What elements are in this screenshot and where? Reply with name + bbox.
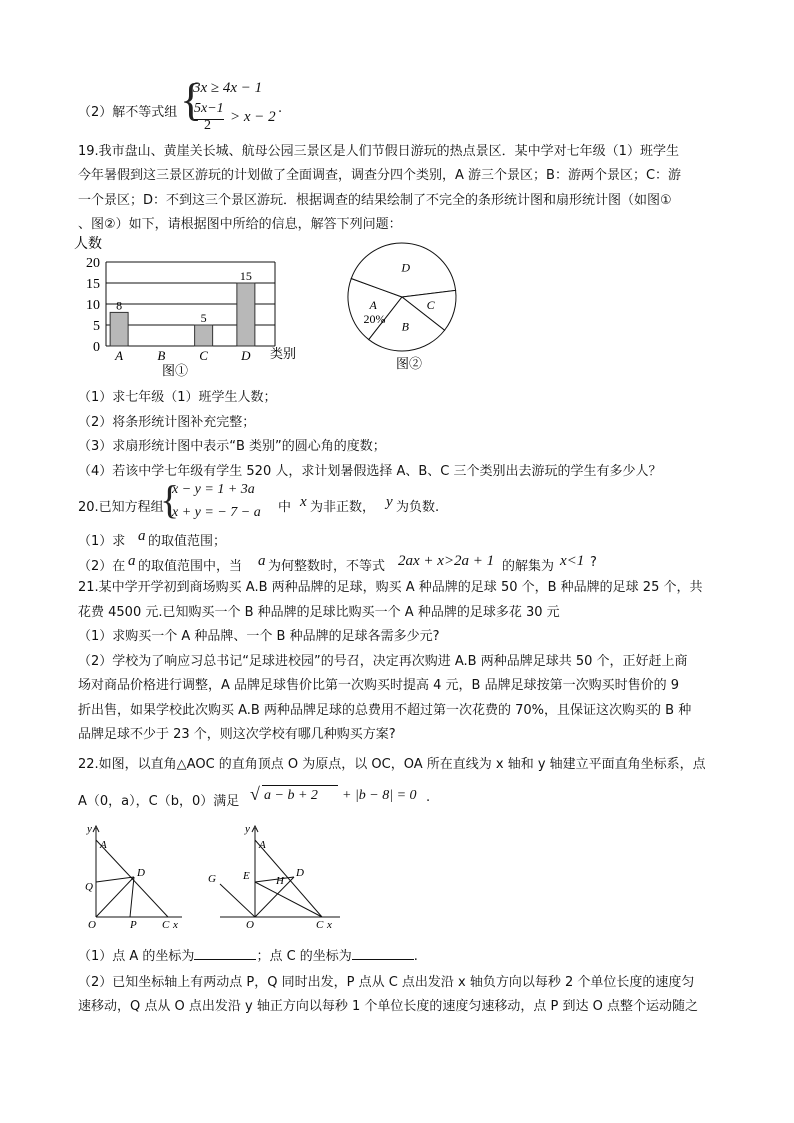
fig1-label-d: D (137, 867, 145, 879)
bar-chart-ylabel: 人数 (74, 237, 102, 252)
bar-ytick-15: 15 (86, 277, 100, 292)
pie-label-C: C (426, 297, 435, 312)
q20-p2-var1: a (128, 553, 136, 569)
q20-p2-var2: a (258, 553, 266, 569)
q22-p2-line-2: 速移动，Q 点从 O 点出发沿 y 轴正方向以每秒 1 个单位长度的速度匀速移动，点 P 到达 O 点整个运动随之 (78, 999, 698, 1014)
q18-brace: { (180, 74, 203, 125)
q22-p1 (78, 945, 418, 964)
q18-eq2-numerator: 5x−1 (194, 101, 224, 116)
pie-chart (340, 240, 470, 375)
q22-line-1: 22.如图，以直角△AOC 的直角顶点 O 为原点，以 OC，OA 所在直线为 x 轴和 y 轴建立平面直角坐标系，点 (78, 757, 706, 772)
q20-p2-b: 的取值范围中，当 (138, 559, 243, 574)
bar-ytick-10: 10 (86, 298, 100, 313)
q21-line-4: （2）学校为了响应习总书记“足球进校园”的号召，决定再次购进 A.B 两种品牌足球共 50 个，正好赶上商 (78, 654, 688, 669)
q20-y-var: y (386, 494, 393, 510)
q20-brace: { (160, 477, 180, 522)
bar-C (195, 325, 213, 346)
pie-label-B: B (401, 319, 409, 334)
bar-label-A: 8 (116, 298, 123, 313)
fig1-label-x: x (173, 919, 178, 931)
q22-abs-expr: + |b − 8| = 0 (342, 788, 417, 803)
fig2-label-e: E (243, 870, 250, 882)
q22-sqrt-sign: √ (250, 784, 260, 804)
q20-eq2: x + y = − 7 − a (172, 505, 261, 520)
bar-ytick-0: 0 (93, 340, 100, 355)
bar-xtick-D: D (241, 348, 251, 363)
bar-xtick-A: A (115, 348, 124, 363)
q18-eq2-rest: > x − 2 (230, 109, 276, 125)
q20-p2-inequality: 2ax + x>2a + 1 (398, 553, 495, 569)
q22-p1-c: . (413, 949, 418, 964)
fig2-label-g: G (208, 873, 216, 885)
q22-figure-2 (200, 822, 350, 932)
q18-label: （2）解不等式组 (78, 105, 178, 120)
fig1-label-c: C (162, 919, 170, 931)
fig1-label-q: Q (85, 881, 93, 893)
bar-D (237, 283, 255, 346)
bar-chart (70, 232, 320, 382)
bar-xtick-B: B (157, 348, 166, 363)
q19-question-2: （2）将条形统计图补充完整； (78, 415, 256, 430)
q21-line-1: 21.某中学开学初到商场购买 A.B 两种品牌的足球，购买 A 种品牌的足球 50 个，B 种品牌的足球 25 个，共 (78, 580, 703, 595)
fig1-label-y: y (87, 823, 92, 835)
bar-A (110, 312, 128, 346)
bar-ytick-5: 5 (93, 319, 100, 334)
q18-eq2-denominator: 2 (204, 118, 211, 133)
q21-line-5: 场对商品价格进行调整，A 品牌足球售价比第一次购买时提高 4 元，B 品牌足球按第一次购买时售价的 9 (78, 678, 680, 693)
answer-blank-c[interactable] (352, 947, 414, 960)
q20-intro: 20.已知方程组 (78, 500, 164, 515)
fig1-label-o: O (88, 919, 96, 931)
q20-y-text: 为负数. (396, 500, 440, 515)
fig1-label-p: P (130, 919, 137, 931)
q20-p2-a: （2）在 (78, 559, 126, 574)
bar-ytick-20: 20 (86, 256, 100, 271)
bar-chart-xlabel: 类别 (270, 346, 297, 361)
fig2-label-x: x (327, 919, 332, 931)
fig1-label-a: A (100, 839, 107, 851)
q20-p1-var: a (138, 528, 146, 544)
q22-sqrt-bar (262, 785, 338, 786)
q19-line-1: 19.我市盘山、黄崖关长城、航母公园三景区是人们节假日游玩的热点景区．某中学对七年级（1）班学生 (78, 144, 679, 159)
bar-chart-title: 图① (162, 363, 189, 378)
fig2-label-h: H (276, 875, 284, 887)
q19-question-1: （1）求七年级（1）班学生人数； (78, 390, 277, 405)
fig2-label-o: O (246, 919, 254, 931)
q21-line-7: 品牌足球不少于 23 个，则这次学校有哪几种购买方案? (78, 727, 396, 742)
q19-line-4: 、图②）如下，请根据图中所给的信息，解答下列问题： (78, 217, 402, 232)
q19-line-2: 今年暑假到这三景区游玩的计划做了全面调查，调查分四个类别，A 游三个景区；B：游两个景区；C：游 (78, 168, 682, 183)
pie-label-A: A (369, 298, 377, 313)
q19-question-4: （4）若该中学七年级有学生 520 人，求计划暑假选择 A、B、C 三个类别出去游玩的学生有多少人？ (78, 464, 662, 479)
q22-p1-a: （1）点 A 的坐标为 (78, 949, 195, 964)
q20-p2-c: 为何整数时，不等式 (268, 559, 386, 574)
q20-p1-pre: （1）求 (78, 534, 126, 549)
q22-p1-b: ；点 C 的坐标为 (256, 949, 352, 964)
q20-mid: 中 (278, 500, 292, 515)
fig2-label-y: y (245, 823, 250, 835)
q22-line-2-pre: A（0，a），C（b，0）满足 (78, 794, 240, 809)
pie-chart-title: 图② (396, 356, 423, 371)
q20-p2-solution: x<1 (560, 553, 585, 569)
q22-line-2-end: . (426, 790, 431, 805)
q21-line-3: （1）求购买一个 A 种品牌、一个 B 种品牌的足球各需多少元? (78, 629, 440, 644)
q20-p2-end: ? (590, 555, 597, 570)
q21-line-2: 花费 4500 元.已知购买一个 B 种品牌的足球比购买一个 A 种品牌的足球多花 30 元 (78, 605, 560, 620)
q22-p2-line-1: （2）已知坐标轴上有两动点 P，Q 同时出发，P 点从 C 点出发沿 x 轴负方向以每秒 2 个单位长度的速度匀 (78, 975, 695, 990)
q20-eq1: x − y = 1 + 3a (172, 482, 255, 497)
fig2-label-a: A (259, 839, 266, 851)
bar-label-D: 15 (239, 269, 252, 283)
q20-x-var: x (300, 494, 307, 510)
q18-eq1: 3x ≥ 4x − 1 (193, 80, 263, 96)
q19-question-3: （3）求扇形统计图中表示“B 类别”的圆心角的度数； (78, 439, 386, 454)
q22-figure-1 (78, 822, 188, 932)
bar-xtick-C: C (199, 348, 208, 363)
fig2-label-c: C (316, 919, 324, 931)
pie-label-D: D (401, 260, 411, 275)
q22-sqrt-expr: a − b + 2 (264, 788, 318, 803)
q20-x-text: 为非正数， (310, 500, 376, 515)
q19-line-3: 一个景区；D：不到这三个景区游玩．根据调查的结果绘制了不完全的条形统计图和扇形统计图（如图① (78, 193, 672, 208)
q21-line-6: 折出售，如果学校此次购买 A.B 两种品牌足球的总费用不超过第一次花费的 70%，且保证这次购买的 B 种 (78, 703, 692, 718)
q20-p2-d: 的解集为 (502, 559, 555, 574)
pie-percent-A: 20% (363, 312, 386, 327)
q18-end: . (278, 101, 283, 116)
answer-blank-a[interactable] (194, 947, 256, 960)
q20-p1-post: 的取值范围； (148, 534, 227, 549)
fig2-label-d: D (296, 867, 304, 879)
bar-label-C: 5 (200, 311, 207, 325)
